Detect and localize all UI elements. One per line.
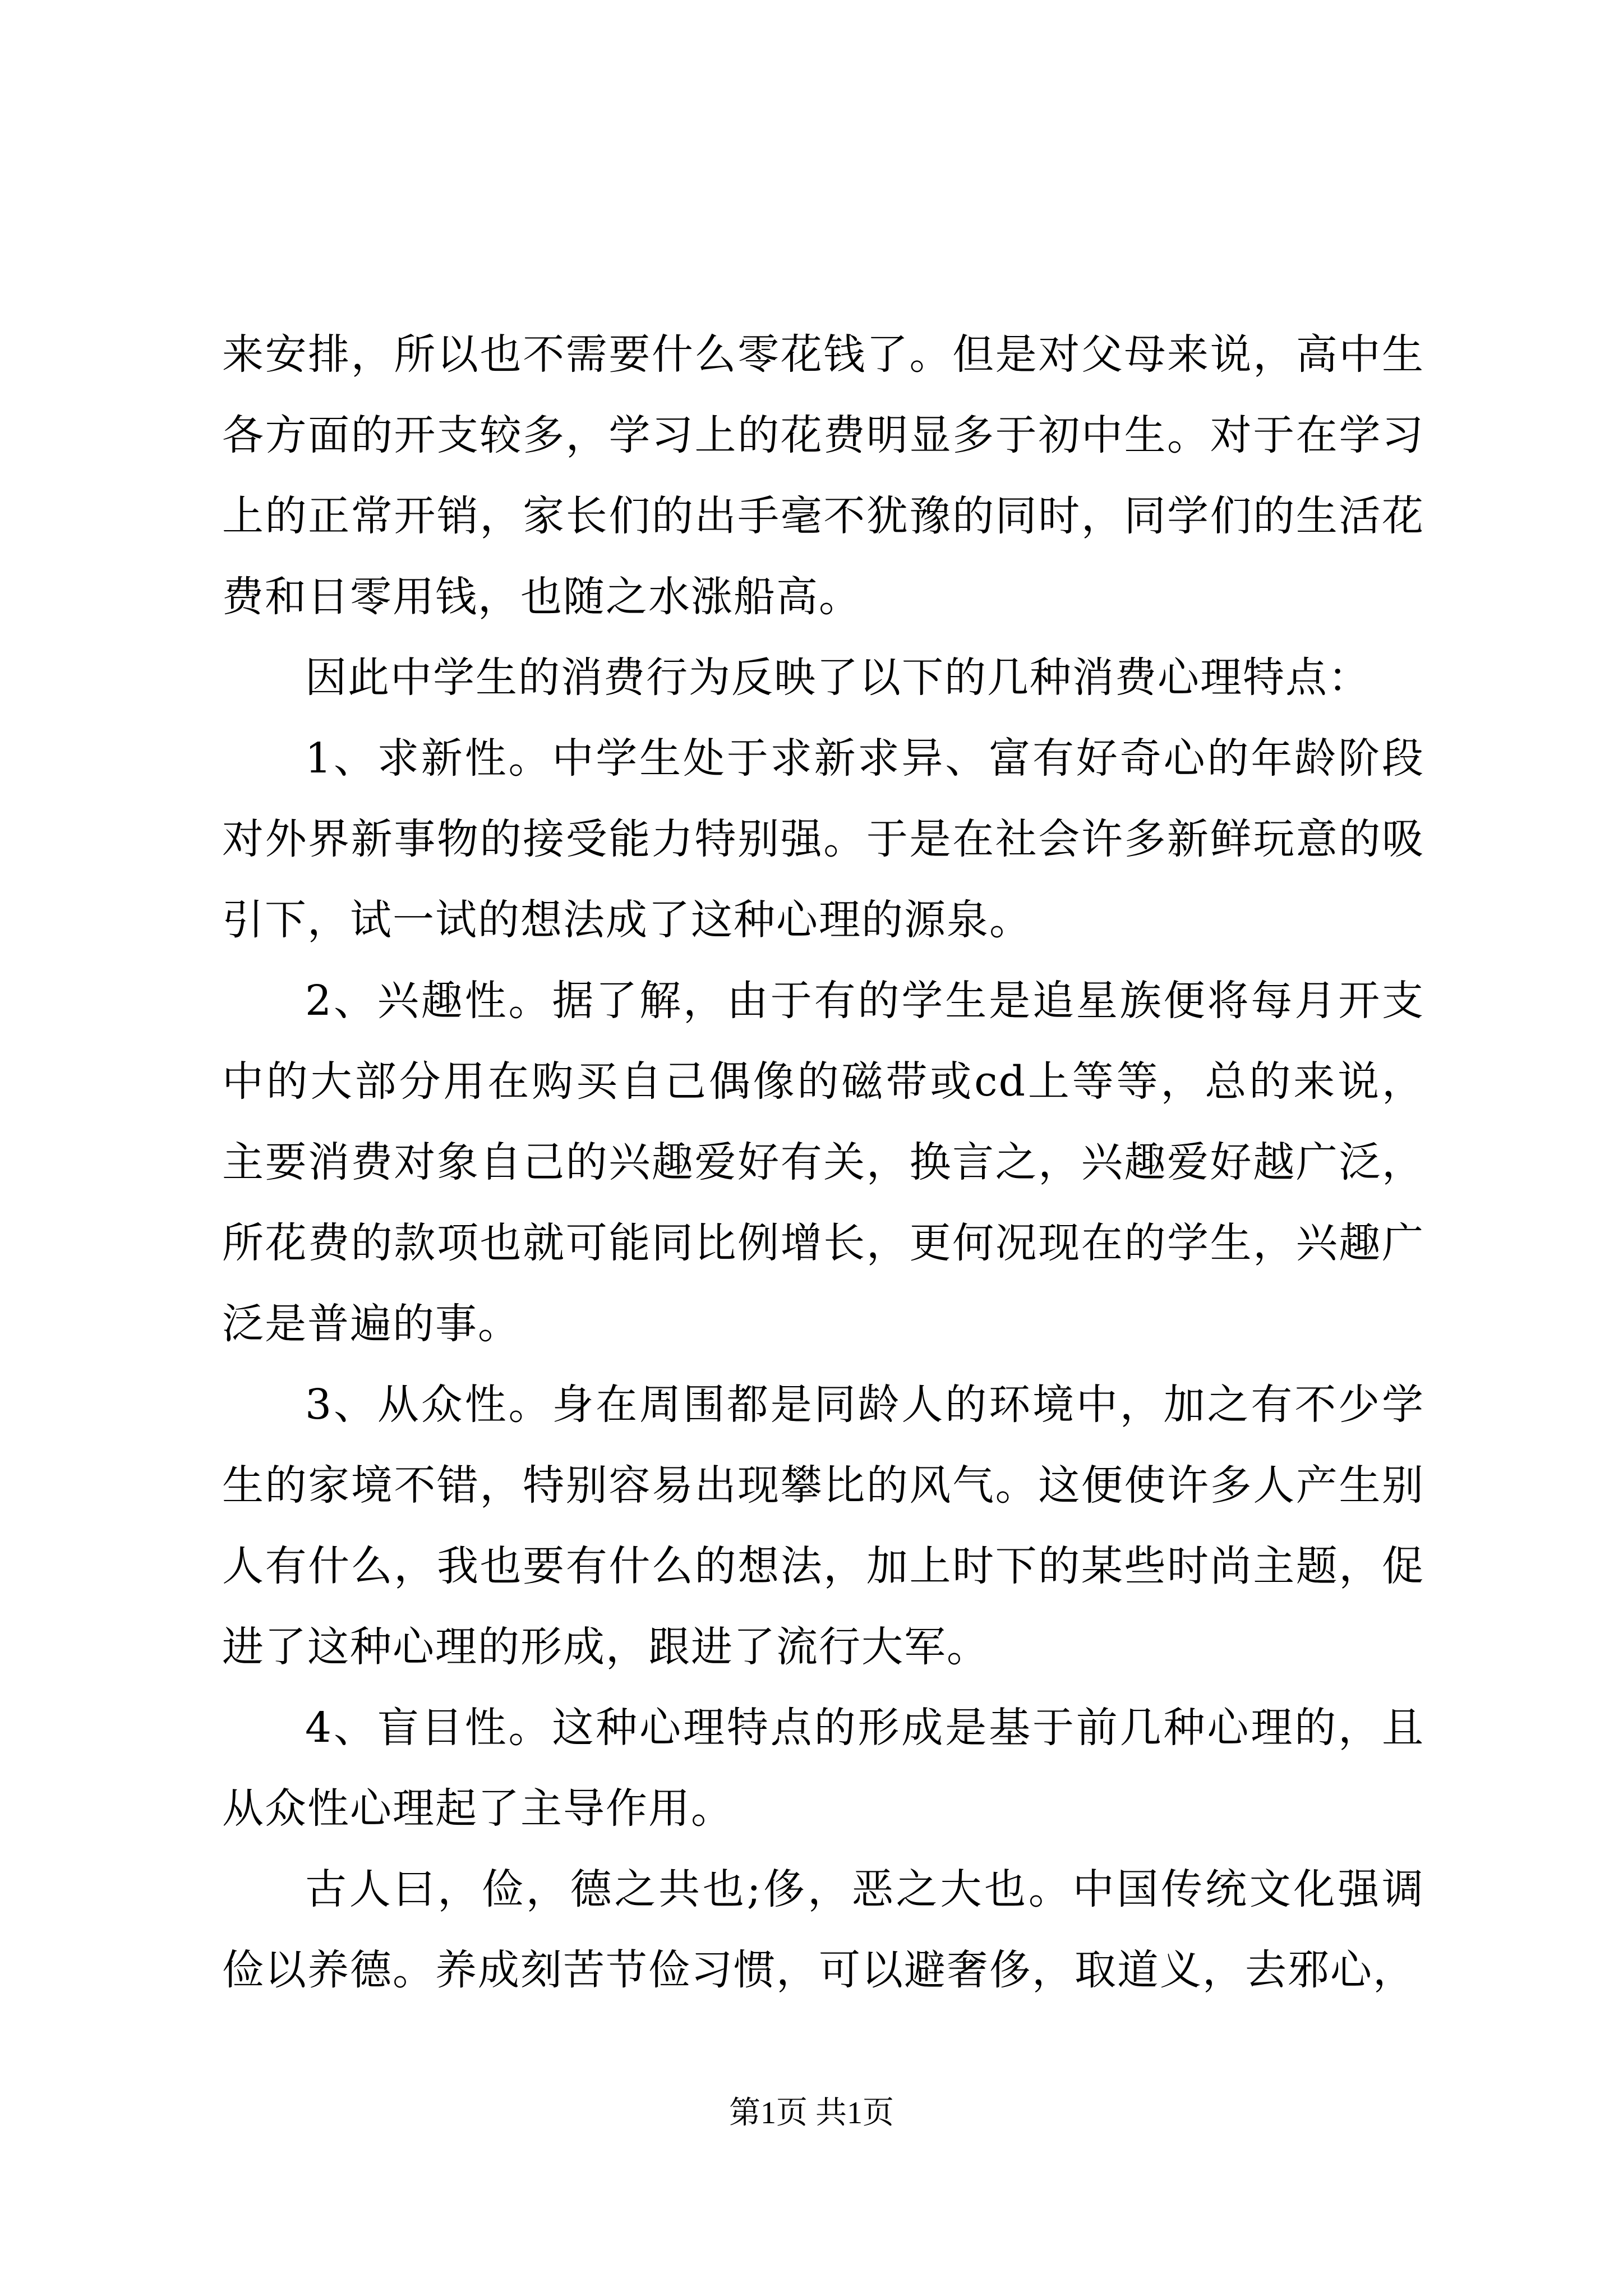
- paragraph-conclusion: 古人曰，俭，德之共也;侈，恶之大也。中国传统文化强调俭以养德。养成刻苦节俭习惯，可以避奢侈，取道义，去邪心，: [222, 1865, 1424, 1994]
- page-footer: 第1页 共1页: [729, 2096, 894, 2131]
- paragraph-point-1: 1、求新性。中学生处于求新求异、富有好奇心的年龄阶段对外界新事物的接受能力特别强。于是在社会许多新鲜玩意的吸引下，试一试的想法成了这种心理的源泉。: [222, 734, 1424, 944]
- document-body: [222, 314, 1424, 2010]
- paragraph-point-3: 3、从众性。身在周围都是同龄人的环境中，加之有不少学生的家境不错，特别容易出现攀比的风气。这便使许多人产生别人有什么，我也要有什么的想法，加上时下的某些时尚主题，促进了这种心理的形成，跟进了流行大军。: [222, 1381, 1424, 1671]
- paragraph-point-2: 2、兴趣性。据了解，由于有的学生是追星族便将每月开支中的大部分用在购买自己偶像的磁带或cd上等等，总的来说，主要消费对象自己的兴趣爱好有关，换言之，兴趣爱好越广泛，所花费的款项也就可能同比例增长，更何况现在的学生，兴趣广泛是普遍的事。: [222, 977, 1424, 1348]
- paragraph-intro: 因此中学生的消费行为反映了以下的几种消费心理特点：: [305, 654, 1371, 702]
- paragraph-point-4: 4、盲目性。这种心理特点的形成是基于前几种心理的，且从众性心理起了主导作用。: [222, 1704, 1424, 1833]
- paragraph-continuation: 来安排，所以也不需要什么零花钱了。但是对父母来说，高中生各方面的开支较多，学习上的花费明显多于初中生。对于在学习上的正常开销，家长们的出手毫不犹豫的同时，同学们的生活花费和日零用钱，也随之水涨船高。: [222, 330, 1424, 621]
